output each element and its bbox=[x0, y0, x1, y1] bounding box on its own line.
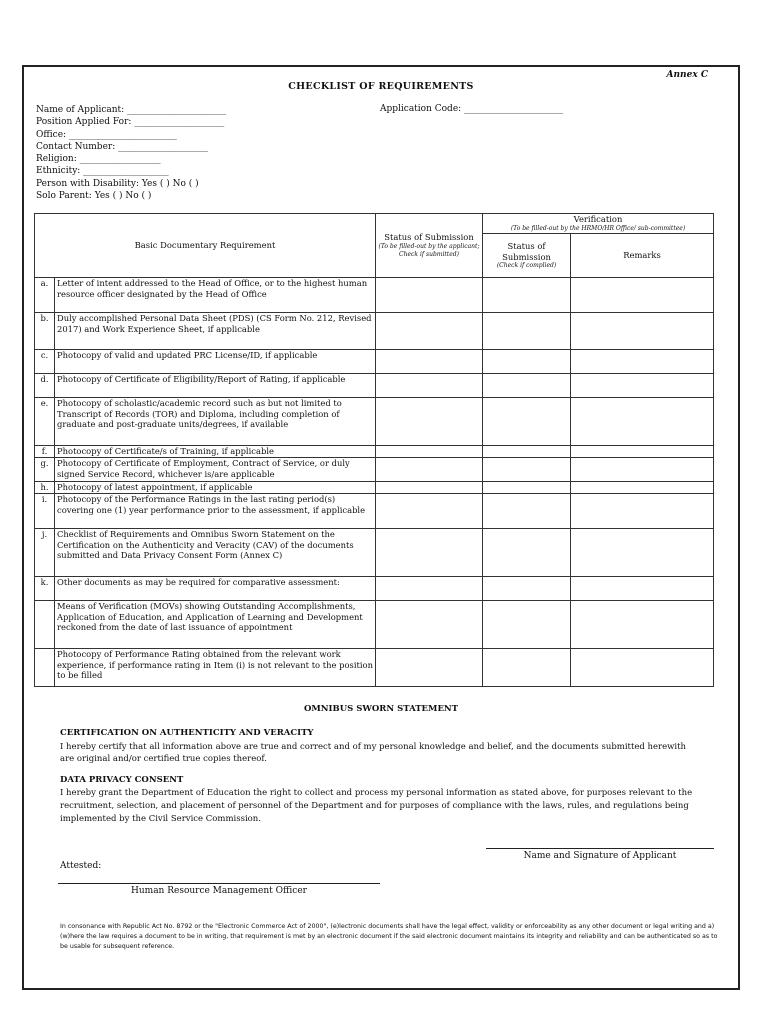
status-cell[interactable] bbox=[376, 278, 483, 313]
office-field[interactable]: Office: ________________________ bbox=[36, 129, 177, 140]
row-requirement-text: Photocopy of Certificate of Eligibility/Report of Rating, if applicable bbox=[55, 374, 376, 398]
annex-label: Annex C bbox=[666, 70, 708, 80]
row-letter: b. bbox=[35, 313, 55, 350]
verification-status-cell[interactable] bbox=[483, 529, 571, 577]
table-row bbox=[35, 398, 714, 446]
page-title: CHECKLIST OF REQUIREMENTS bbox=[288, 81, 474, 92]
application-code-field[interactable]: Application Code: ______________________ bbox=[380, 104, 564, 114]
remarks-cell[interactable] bbox=[571, 446, 714, 458]
legal-footnote: In consonance with Republic Act No. 8792 or the "Electronic Commerce Act of 2000", (e)lectronic documents shall have the legal effect, validity or enforceability as any other document or legal writing and a) (w)here the law requires a document to be in writing, that requirement is met by an electronic document if the said electronic document maintains its integrity and reliability and can be authenticated so as to be usable for subsequent reference. bbox=[60, 923, 718, 950]
table-row bbox=[35, 446, 714, 458]
applicant-signature-line[interactable] bbox=[486, 848, 714, 849]
row-letter: j. bbox=[35, 529, 55, 577]
attested-label: Attested: bbox=[60, 861, 102, 871]
row-letter bbox=[35, 649, 55, 687]
privacy-heading: DATA PRIVACY CONSENT bbox=[60, 775, 184, 785]
row-requirement-text: Photocopy of the Performance Ratings in the last rating period(s) covering one (1) year performance prior to the assessment, if applicable bbox=[55, 494, 376, 529]
verification-status-cell[interactable] bbox=[483, 577, 571, 601]
remarks-cell[interactable] bbox=[571, 529, 714, 577]
applicant-name-field[interactable]: Name of Applicant: ______________________ bbox=[36, 105, 227, 115]
row-requirement-text: Photocopy of scholastic/academic record such as but not limited to Transcript of Records (TOR) and Diploma, including completion of graduate and post-graduate units/degrees, if available bbox=[55, 398, 376, 446]
verification-status-header bbox=[483, 234, 571, 278]
religion-field[interactable]: Religion: __________________ bbox=[36, 154, 161, 165]
table-row bbox=[35, 350, 714, 374]
row-letter: g. bbox=[35, 458, 55, 482]
remarks-cell[interactable] bbox=[571, 374, 714, 398]
remarks-cell[interactable] bbox=[571, 278, 714, 313]
remarks-cell[interactable] bbox=[571, 494, 714, 529]
verification-header-label: Verification bbox=[573, 214, 623, 225]
ethnicity-field[interactable]: Ethnicity: ___________________ bbox=[36, 166, 169, 177]
document-page bbox=[22, 65, 740, 990]
row-requirement-text: Duly accomplished Personal Data Sheet (PDS) (CS Form No. 212, Revised 2017) and Work Experience Sheet, if applicable bbox=[55, 313, 376, 350]
requirements-table bbox=[34, 213, 714, 687]
verification-header bbox=[483, 214, 714, 234]
applicant-fields bbox=[36, 104, 226, 202]
hrmo-signature-label: Human Resource Management Officer bbox=[131, 886, 307, 896]
table-row bbox=[35, 278, 714, 313]
row-letter: c. bbox=[35, 350, 55, 374]
table-row bbox=[35, 601, 714, 649]
row-letter: e. bbox=[35, 398, 55, 446]
status-header-note: (To be filled-out by the applicant; Check if submitted) bbox=[378, 242, 480, 258]
row-letter: f. bbox=[35, 446, 55, 458]
remarks-cell[interactable] bbox=[571, 350, 714, 374]
status-cell[interactable] bbox=[376, 458, 483, 482]
verification-header-note: (To be filled-out by the HRMO/HR Office/ sub-committee) bbox=[510, 224, 686, 232]
verification-status-cell[interactable] bbox=[483, 494, 571, 529]
status-cell[interactable] bbox=[376, 649, 483, 687]
row-letter: h. bbox=[35, 482, 55, 494]
verification-status-cell[interactable] bbox=[483, 482, 571, 494]
status-cell[interactable] bbox=[376, 350, 483, 374]
status-cell[interactable] bbox=[376, 577, 483, 601]
table-row bbox=[35, 458, 714, 482]
table-row bbox=[35, 649, 714, 687]
row-requirement-text: Photocopy of Performance Rating obtained from the relevant work experience, if performance rating in Item (i) is not relevant to the position to be filled bbox=[55, 649, 376, 687]
remarks-cell[interactable] bbox=[571, 649, 714, 687]
verification-status-cell[interactable] bbox=[483, 313, 571, 350]
status-cell[interactable] bbox=[376, 398, 483, 446]
remarks-cell[interactable] bbox=[571, 482, 714, 494]
privacy-text: I hereby grant the Department of Education the right to collect and process my personal information as stated above, for purposes relevant to the recruitment, selection, and placement of personnel of the Department and for purposes of compliance with the laws, rules, and regulations being implemented by the Civil Service Commission. bbox=[60, 788, 693, 824]
remarks-cell[interactable] bbox=[571, 313, 714, 350]
status-cell[interactable] bbox=[376, 374, 483, 398]
row-requirement-text: Other documents as may be required for comparative assessment: bbox=[55, 577, 376, 601]
certification-heading: CERTIFICATION ON AUTHENTICITY AND VERACITY bbox=[60, 728, 314, 738]
status-cell[interactable] bbox=[376, 446, 483, 458]
table-row bbox=[35, 482, 714, 494]
table-row bbox=[35, 529, 714, 577]
verification-status-note: (Check if complied) bbox=[496, 262, 557, 270]
remarks-header: Remarks bbox=[571, 234, 714, 278]
hrmo-signature-line[interactable] bbox=[58, 883, 380, 884]
row-letter: a. bbox=[35, 278, 55, 313]
status-header-label: Status of Submission bbox=[384, 232, 474, 243]
table-row bbox=[35, 577, 714, 601]
verification-status-cell[interactable] bbox=[483, 374, 571, 398]
verification-status-label: Status of Submission bbox=[502, 240, 551, 262]
row-requirement-text: Means of Verification (MOVs) showing Outstanding Accomplishments, Application of Education, and Application of Learning and Development reckoned from the date of last issuance of appointment bbox=[55, 601, 376, 649]
disability-field[interactable]: Person with Disability: Yes ( ) No ( ) bbox=[36, 178, 199, 189]
remarks-cell[interactable] bbox=[571, 577, 714, 601]
omnibus-title: OMNIBUS SWORN STATEMENT bbox=[303, 704, 459, 714]
applicant-signature-label: Name and Signature of Applicant bbox=[523, 851, 677, 861]
verification-status-cell[interactable] bbox=[483, 446, 571, 458]
status-header bbox=[376, 214, 483, 278]
remarks-cell[interactable] bbox=[571, 398, 714, 446]
remarks-cell[interactable] bbox=[571, 458, 714, 482]
verification-status-cell[interactable] bbox=[483, 458, 571, 482]
verification-status-cell[interactable] bbox=[483, 649, 571, 687]
position-field[interactable]: Position Applied For: ____________________ bbox=[36, 117, 225, 128]
verification-status-cell[interactable] bbox=[483, 601, 571, 649]
certification-text: I hereby certify that all information above are true and correct and of my personal knowledge and belief, and the documents submitted herewith are original and/or certified true copies thereof. bbox=[60, 742, 687, 764]
row-requirement-text: Checklist of Requirements and Omnibus Sworn Statement on the Certification on the Authenticity and Veracity (CAV) of the documents submitted and Data Privacy Consent Form (Annex C) bbox=[55, 529, 376, 577]
remarks-cell[interactable] bbox=[571, 601, 714, 649]
table-row bbox=[35, 494, 714, 529]
contact-field[interactable]: Contact Number: ____________________ bbox=[36, 141, 209, 152]
status-cell[interactable] bbox=[376, 601, 483, 649]
verification-status-cell[interactable] bbox=[483, 398, 571, 446]
row-requirement-text: Letter of intent addressed to the Head of Office, or to the highest human resource officer designated by the Head of Office bbox=[55, 278, 376, 313]
row-requirement-text: Photocopy of Certificate of Employment, Contract of Service, or duly signed Service Record, whichever is/are applicable bbox=[55, 458, 376, 482]
row-letter bbox=[35, 601, 55, 649]
status-cell[interactable] bbox=[376, 313, 483, 350]
row-letter: d. bbox=[35, 374, 55, 398]
status-cell[interactable] bbox=[376, 494, 483, 529]
solo-parent-field[interactable]: Solo Parent: Yes ( ) No ( ) bbox=[36, 191, 152, 202]
row-letter: k. bbox=[35, 577, 55, 601]
row-requirement-text: Photocopy of latest appointment, if applicable bbox=[55, 482, 376, 494]
table-row bbox=[35, 374, 714, 398]
verification-status-cell[interactable] bbox=[483, 278, 571, 313]
status-cell[interactable] bbox=[376, 482, 483, 494]
row-letter: i. bbox=[35, 494, 55, 529]
table-row bbox=[35, 313, 714, 350]
verification-status-cell[interactable] bbox=[483, 350, 571, 374]
status-cell[interactable] bbox=[376, 529, 483, 577]
requirement-header: Basic Documentary Requirement bbox=[35, 214, 376, 278]
row-requirement-text: Photocopy of valid and updated PRC License/ID, if applicable bbox=[55, 350, 376, 374]
row-requirement-text: Photocopy of Certificate/s of Training, if applicable bbox=[55, 446, 376, 458]
